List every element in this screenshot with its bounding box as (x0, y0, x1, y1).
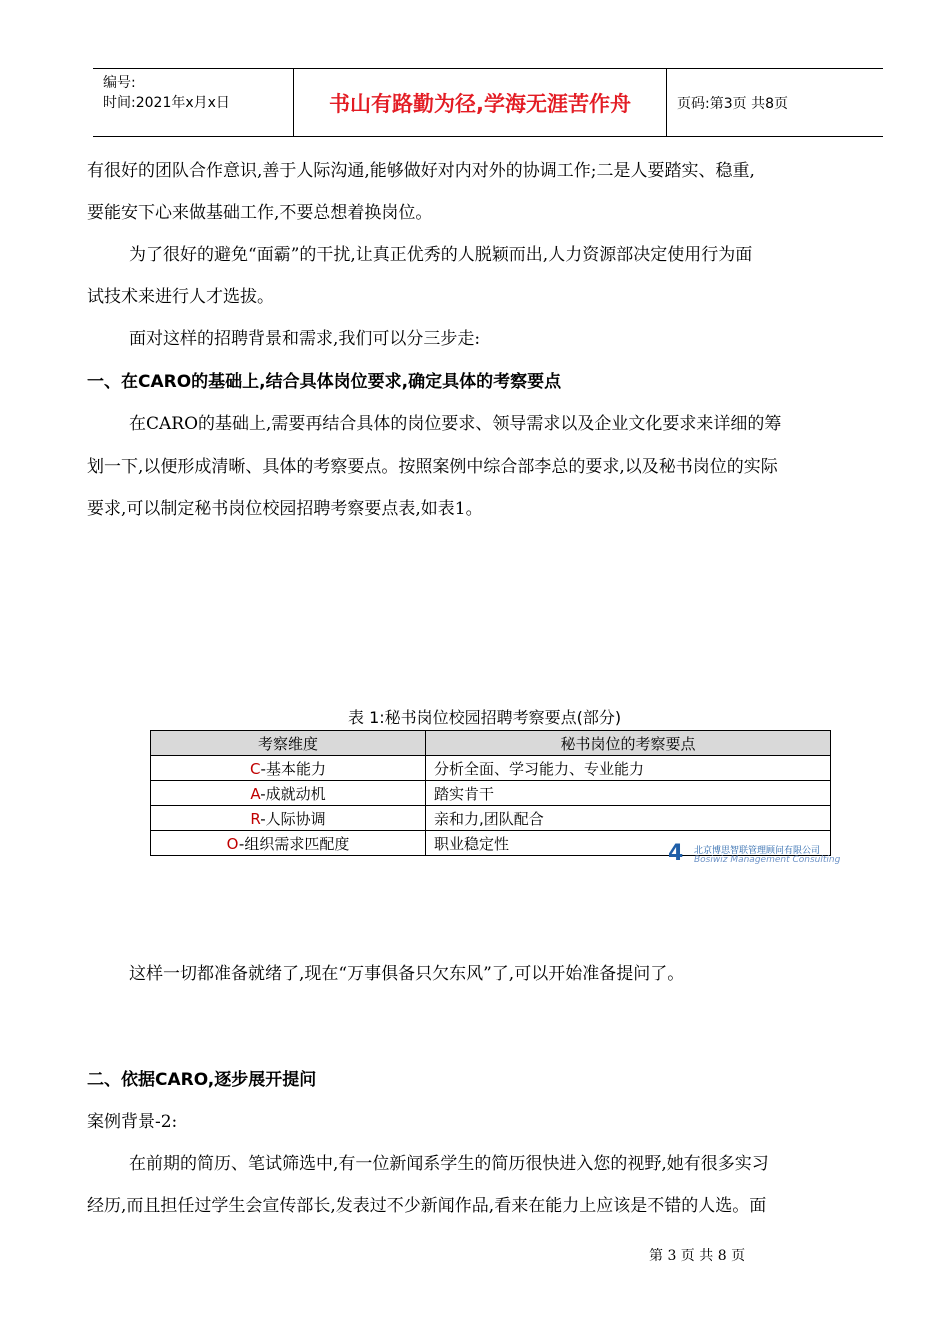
table-row (151, 806, 831, 831)
paragraph-line: 为了很好的避免“面霸”的干扰,让真正优秀的人脱颖而出,人力资源部决定使用行为面 (129, 245, 753, 265)
section-heading-1: 一、在CARO的基础上,结合具体岗位要求,确定具体的考察要点 (87, 372, 562, 392)
table-header-row (151, 731, 831, 756)
logo-english-name: Bosiwiz Management Consulting (694, 855, 841, 865)
table-cell-dimension (151, 756, 426, 781)
header-page-info: 页码:第3页 共8页 (677, 95, 788, 112)
caro-letter: A (250, 784, 261, 803)
table-caption: 表 1:秘书岗位校园招聘考察要点(部分) (348, 708, 622, 727)
table-row (151, 756, 831, 781)
paragraph-line: 有很好的团队合作意识,善于人际沟通,能够做好对内对外的协调工作;二是人要踏实、稳重, (87, 161, 755, 181)
table-cell-dimension (151, 831, 426, 856)
dimension-text: -基本能力 (260, 759, 326, 778)
table-cell-dimension (151, 806, 426, 831)
table-cell-dimension (151, 781, 426, 806)
caro-letter: C (250, 759, 261, 778)
table-cell-point: 踏实肯干 (426, 781, 831, 806)
dimension-text: -组织需求匹配度 (238, 834, 350, 853)
table-header-points: 秘书岗位的考察要点 (426, 731, 831, 756)
table-header-dimension: 考察维度 (151, 731, 426, 756)
paragraph-line: 这样一切都准备就绪了,现在“万事俱备只欠东风”了,可以开始准备提问了。 (129, 964, 685, 984)
dimension-text: -人际协调 (260, 809, 326, 828)
paragraph-line: 在前期的简历、笔试筛选中,有一位新闻系学生的简历很快进入您的视野,她有很多实习 (129, 1154, 769, 1174)
caro-table (150, 730, 831, 856)
table-cell-point: 职业稳定性 (426, 831, 831, 856)
page-footer: 第 3 页 共 8 页 (649, 1248, 746, 1264)
case-background-label: 案例背景-2: (87, 1112, 178, 1132)
paragraph-line: 要求,可以制定秘书岗位校园招聘考察要点表,如表1。 (87, 499, 483, 519)
paragraph-line: 面对这样的招聘背景和需求,我们可以分三步走: (129, 329, 481, 349)
paragraph-line: 经历,而且担任过学生会宣传部长,发表过不少新闻作品,看来在能力上应该是不错的人选。面 (87, 1196, 767, 1216)
paragraph-line: 试技术来进行人才选拔。 (87, 287, 274, 307)
dimension-text: -成就动机 (260, 784, 326, 803)
bosiwiz-logo (668, 841, 841, 868)
document-number-label: 编号: (103, 75, 136, 91)
bosiwiz-logo-icon: 4 (668, 841, 684, 866)
logo-chinese-name: 北京博思智联管理顾问有限公司 (694, 846, 821, 856)
document-time-label: 时间:2021年x月x日 (103, 95, 230, 111)
caro-letter: R (250, 809, 261, 828)
header-motto: 书山有路勤为径,学海无涯苦作舟 (294, 69, 667, 136)
paragraph-line: 要能安下心来做基础工作,不要总想着换岗位。 (87, 203, 433, 223)
table-row (151, 781, 831, 806)
header-meta-cell (93, 69, 294, 136)
caro-letter: O (226, 834, 239, 853)
paragraph-line: 划一下,以便形成清晰、具体的考察要点。按照案例中综合部李总的要求,以及秘书岗位的实际 (87, 457, 778, 477)
table-cell-point: 分析全面、学习能力、专业能力 (426, 756, 831, 781)
paragraph-line: 在CARO的基础上,需要再结合具体的岗位要求、领导需求以及企业文化要求来详细的筹 (129, 414, 782, 434)
table-cell-point: 亲和力,团队配合 (426, 806, 831, 831)
section-heading-2: 二、依据CARO,逐步展开提问 (87, 1070, 317, 1090)
page-header (93, 68, 883, 137)
